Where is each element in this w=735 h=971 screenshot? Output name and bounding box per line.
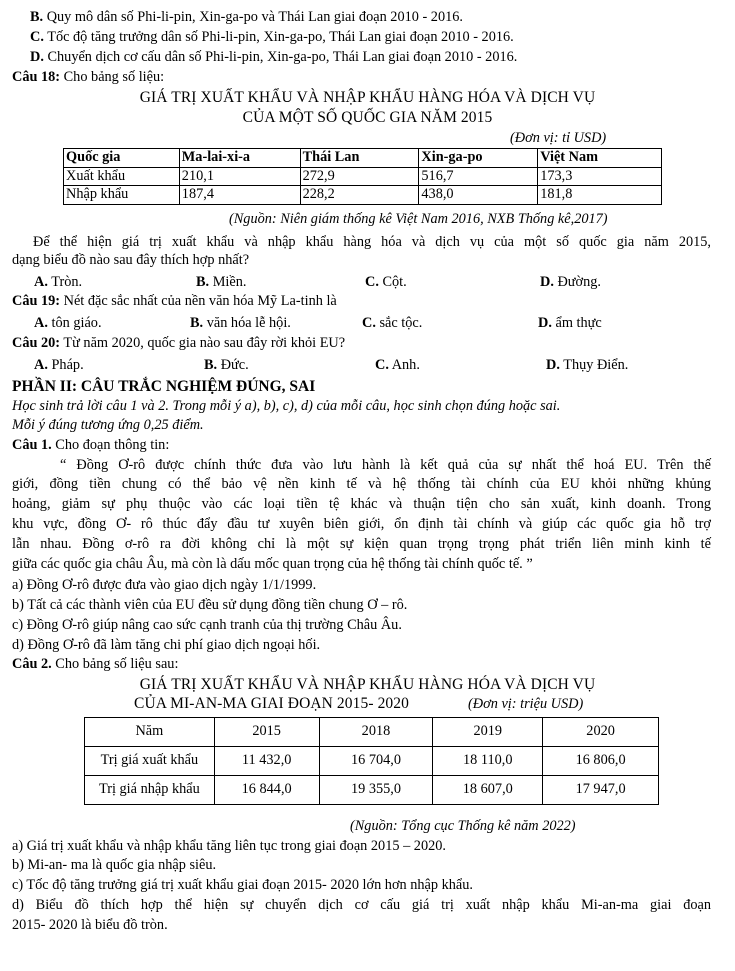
option-text: Thụy Điển. [559,357,629,373]
question-2 [12,656,178,674]
answer-option [362,315,422,333]
true-false-item: d) Biểu đồ thích hợp thể hiện sự chuyển dịch cơ cấu giá trị xuất nhập khẩu Mi-an-ma giai đoạn [12,897,711,913]
answer-option [365,274,407,292]
table-header-row [85,718,659,747]
table-cell: 17 947,0 [543,776,659,805]
table-cell: 19 355,0 [319,776,433,805]
option-text: Tốc độ tăng trưởng dân số Phi-li-pin, Xin-ga-po, Thái Lan giai đoạn 2010 - 2016. [43,29,514,45]
table-header-cell: Xin-ga-po [419,149,538,168]
answer-option [196,274,246,292]
option-letter: C. [365,274,379,290]
true-false-item: b) Tất cả các thành viên của EU đều sử dụng đồng tiền chung Ơ – rô. [12,597,408,613]
table-header-row [64,149,662,168]
option-letter: B. [190,315,204,331]
table-unit: (Đơn vị: tỉ USD) [510,130,607,146]
question-text: Nét đặc sắc nhất của nền văn hóa Mỹ La-tinh là [60,293,337,309]
table-unit: (Đơn vị: triệu USD) [468,696,584,712]
option-letter: B. [196,274,210,290]
table-cell: Nhập khẩu [64,186,180,205]
table-row [64,186,662,205]
option-letter: A. [34,274,48,290]
passage-line: giới, đồng tiền chung có thể bảo vệ nền kinh tế và hệ thống tài chính của EU khỏi những khủng [12,476,711,492]
table-header-cell: Ma-lai-xi-a [179,149,300,168]
option-letter: C. [375,357,389,373]
passage-line: lẫn nhau. Đồng ơ-rô ra đời không chỉ là một sự kiện quan trọng trọng phát triển liên minh kinh tế [12,536,711,552]
table-cell: 16 844,0 [214,776,319,805]
option-text: Tròn. [47,274,83,290]
option-letter: A. [34,357,48,373]
true-false-item: c) Tốc độ tăng trưởng giá trị xuất khẩu giai đoạn 2015- 2020 lớn hơn nhập khẩu. [12,877,473,893]
option-letter: C. [30,29,44,45]
myanmar-trade-table [84,717,659,805]
question-stem-line: Để thể hiện giá trị xuất khẩu và nhập khẩu hàng hóa và dịch vụ của một số quốc gia năm 2015, [33,234,711,250]
option-letter: D. [538,315,552,331]
option-letter: B. [30,9,44,25]
option-text: tôn giáo. [47,315,102,331]
question-text: Cho bảng số liệu: [60,69,165,85]
option-text: Đường. [553,274,601,290]
option-b [30,9,463,27]
passage-line: khu vực, đồng Ơ- rô thúc đẩy đầu tư xuyên biên giới, ổn định tài chính và giúp các quốc gia hỗ trợ [12,516,711,532]
table-cell: 272,9 [300,167,419,186]
table-header-cell: 2020 [543,718,659,747]
table-cell: 516,7 [419,167,538,186]
table-cell: 438,0 [419,186,538,205]
table-title-1: GIÁ TRỊ XUẤT KHẨU VÀ NHẬP KHẨU HÀNG HÓA VÀ DỊCH VỤ [139,676,596,693]
table-cell: 210,1 [179,167,300,186]
table-title-1: GIÁ TRỊ XUẤT KHẨU VÀ NHẬP KHẨU HÀNG HÓA VÀ DỊCH VỤ [139,89,596,106]
table-cell: 181,8 [538,186,662,205]
option-text: Anh. [388,357,420,373]
question-text: Cho đoạn thông tin: [51,437,170,453]
answer-option [34,315,102,333]
option-text: Quy mô dân số Phi-li-pin, Xin-ga-po và Thái Lan giai đoạn 2010 - 2016. [43,9,463,25]
option-text: sắc tộc. [375,315,423,331]
question-text: Cho bảng số liệu sau: [51,656,179,672]
passage-line: hoảng, giảm sự phụ thuộc vào các loại tiền tệ khác và thuận tiện cho sản xuất, kinh doanh. Trong [12,496,711,512]
question-label: Câu 2. [12,656,52,672]
answer-option [34,274,82,292]
table-cell: 187,4 [179,186,300,205]
answer-option [538,315,602,333]
option-d [30,49,517,67]
table-cell: Trị giá nhập khẩu [85,776,215,805]
table-header-cell: 2018 [319,718,433,747]
table-row [64,167,662,186]
true-false-item: a) Giá trị xuất khẩu và nhập khẩu tăng liên tục trong giai đoạn 2015 – 2020. [12,838,446,854]
option-letter: A. [34,315,48,331]
table-title-2: CỦA MI-AN-MA GIAI ĐOẠN 2015- 2020 [134,695,409,712]
section-instruction: Mỗi ý đúng tương ứng 0,25 điểm. [12,417,204,433]
question-label: Câu 20: [12,335,61,351]
option-text: Miền. [209,274,247,290]
question-label: Câu 19: [12,293,61,309]
table-header-cell: 2015 [214,718,319,747]
table-header-cell: 2019 [433,718,543,747]
table-cell: Trị giá xuất khẩu [85,747,215,776]
true-false-item: c) Đồng Ơ-rô giúp nâng cao sức cạnh tranh của thị trường Châu Âu. [12,617,402,633]
question-text: Từ năm 2020, quốc gia nào sau đây rời khỏi EU? [60,335,346,351]
table-source: (Nguồn: Tổng cục Thống kê năm 2022) [350,818,576,834]
true-false-item: a) Đồng Ơ-rô được đưa vào giao dịch ngày 1/1/1999. [12,577,317,593]
table-header-cell: Việt Nam [538,149,662,168]
table-cell: Xuất khẩu [64,167,180,186]
question-18 [12,69,164,87]
option-c [30,29,514,47]
table-header-cell: Năm [85,718,215,747]
section-instruction: Học sinh trả lời câu 1 và 2. Trong mỗi ý a), b), c), d) của mỗi câu, học sinh chọn đúng hoặc sai. [12,398,561,414]
option-text: ẩm thực [551,315,602,331]
option-text: Đức. [217,357,249,373]
true-false-item: d) Đồng Ơ-rô đã làm tăng chi phí giao dịch ngoại hối. [12,637,321,653]
option-letter: D. [540,274,554,290]
table-cell: 228,2 [300,186,419,205]
answer-option [34,357,84,375]
option-text: Pháp. [47,357,84,373]
table-cell: 16 704,0 [319,747,433,776]
question-label: Câu 1. [12,437,52,453]
question-19 [12,293,337,311]
option-letter: D. [546,357,560,373]
question-stem-line: dạng biểu đồ nào sau đây thích hợp nhất? [12,252,250,268]
option-letter: D. [30,49,44,65]
answer-option [540,274,601,292]
table-row [85,776,659,805]
passage-line: “ Đồng Ơ-rô được chính thức đưa vào lưu hành là kết quả của sự nhất thể hoá EU. Trên thế [60,457,711,473]
answer-option [375,357,420,375]
table-title-2: CỦA MỘT SỐ QUỐC GIA NĂM 2015 [242,109,493,126]
table-cell: 173,3 [538,167,662,186]
question-1 [12,437,169,455]
question-label: Câu 18: [12,69,61,85]
option-letter: C. [362,315,376,331]
table-row [85,747,659,776]
answer-option [190,315,291,333]
true-false-item-continued: 2015- 2020 là biểu đồ tròn. [12,917,168,933]
option-text: văn hóa lễ hội. [203,315,291,331]
option-text: Cột. [378,274,407,290]
question-20 [12,335,345,353]
table-cell: 11 432,0 [214,747,319,776]
table-cell: 18 110,0 [433,747,543,776]
export-import-table-2015 [63,148,662,205]
table-header-cell: Quốc gia [64,149,180,168]
table-cell: 18 607,0 [433,776,543,805]
option-letter: B. [204,357,218,373]
answer-option [204,357,249,375]
true-false-item: b) Mi-an- ma là quốc gia nhập siêu. [12,857,217,873]
passage-line: giữa các quốc gia châu Âu, mà còn là dấu mốc quan trọng của hệ thống tài chính quốc tế. ” [12,556,533,572]
table-header-cell: Thái Lan [300,149,419,168]
option-text: Chuyển dịch cơ cấu dân số Phi-li-pin, Xin-ga-po, Thái Lan giai đoạn 2010 - 2016. [43,49,518,65]
table-cell: 16 806,0 [543,747,659,776]
table-source: (Nguồn: Niên giám thống kê Việt Nam 2016, NXB Thống kê,2017) [229,211,608,227]
section-heading: PHẦN II: CÂU TRẮC NGHIỆM ĐÚNG, SAI [12,378,316,395]
answer-option [546,357,628,375]
